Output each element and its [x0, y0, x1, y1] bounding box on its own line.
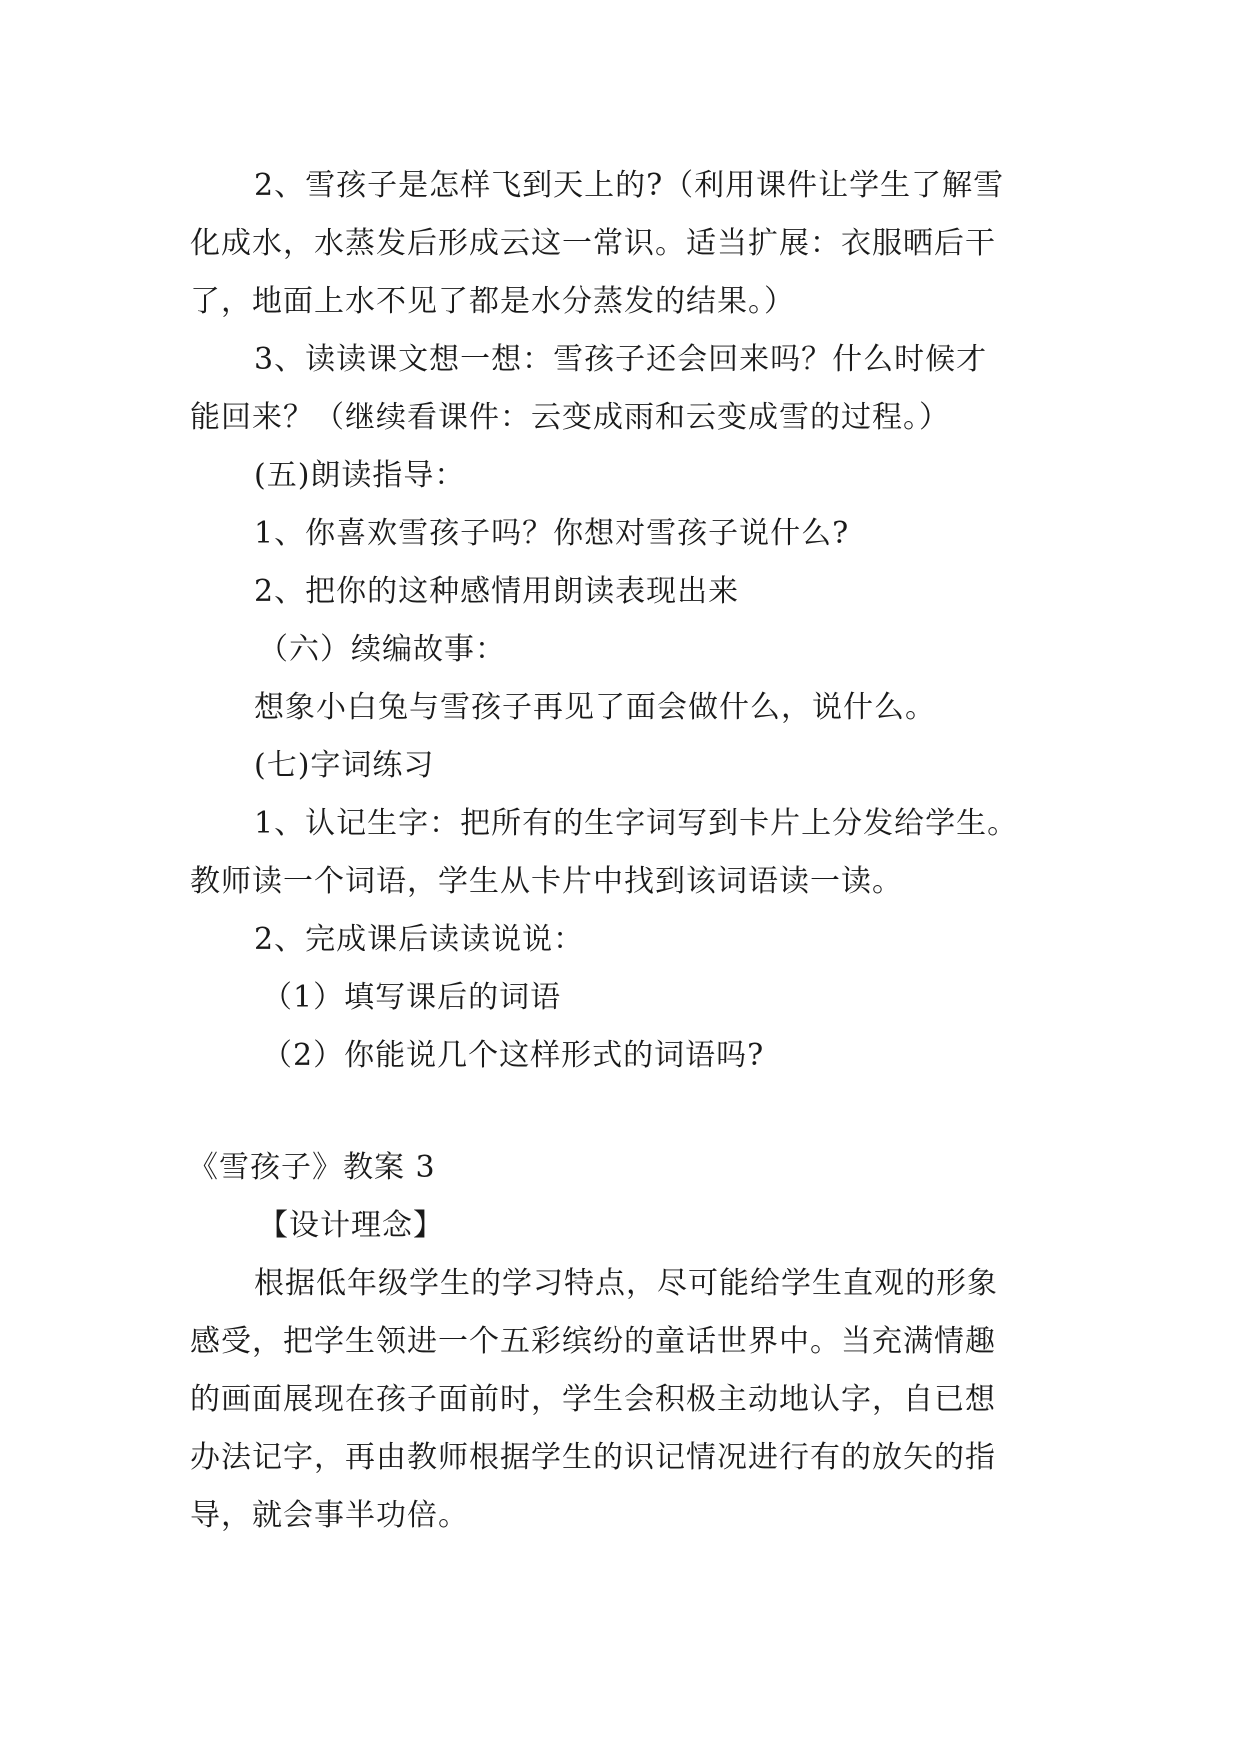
paragraph-line: 了，地面上水不见了都是水分蒸发的结果。）: [190, 284, 795, 319]
paragraph-line: 能回来？（继续看课件：云变成雨和云变成雪的过程。）: [190, 400, 950, 435]
list-item: （1）填写课后的词语: [262, 980, 562, 1015]
paragraph-line: 教师读一个词语，学生从卡片中找到该词语读一读。: [190, 864, 903, 899]
section-heading: (七)字词练习: [254, 748, 435, 783]
paragraph-line: 1、认记生字：把所有的生字词写到卡片上分发给学生。: [254, 806, 1019, 841]
section-heading: (五)朗读指导：: [254, 458, 466, 493]
paragraph-line: 化成水，水蒸发后形成云这一常识。适当扩展：衣服晒后干: [190, 226, 996, 261]
section-heading: 【设计理念】: [258, 1208, 444, 1243]
paragraph-line: 2、把你的这种感情用朗读表现出来: [254, 574, 740, 609]
paragraph-line: 感受，把学生领进一个五彩缤纷的童话世界中。当充满情趣: [190, 1324, 996, 1359]
paragraph-line: 导，就会事半功倍。: [190, 1498, 469, 1533]
paragraph-line: 办法记字，再由教师根据学生的识记情况进行有的放矢的指: [190, 1440, 996, 1475]
document-title: 《雪孩子》教案 3: [188, 1150, 436, 1185]
paragraph-line: 根据低年级学生的学习特点，尽可能给学生直观的形象: [254, 1266, 998, 1301]
paragraph-line: 的画面展现在孩子面前时，学生会积极主动地认字，自已想: [190, 1382, 996, 1417]
list-item: （2）你能说几个这样形式的词语吗?: [262, 1038, 765, 1073]
section-heading: （六）续编故事：: [258, 632, 506, 667]
paragraph-line: 想象小白兔与雪孩子再见了面会做什么，说什么。: [254, 690, 936, 725]
paragraph-line: 3、读读课文想一想：雪孩子还会回来吗？什么时候才: [254, 342, 988, 377]
paragraph-line: 2、完成课后读读说说：: [254, 922, 585, 957]
paragraph-line: 2、雪孩子是怎样飞到天上的?（利用课件让学生了解雪: [254, 168, 1005, 203]
paragraph-line: 1、你喜欢雪孩子吗？你想对雪孩子说什么?: [254, 516, 850, 551]
